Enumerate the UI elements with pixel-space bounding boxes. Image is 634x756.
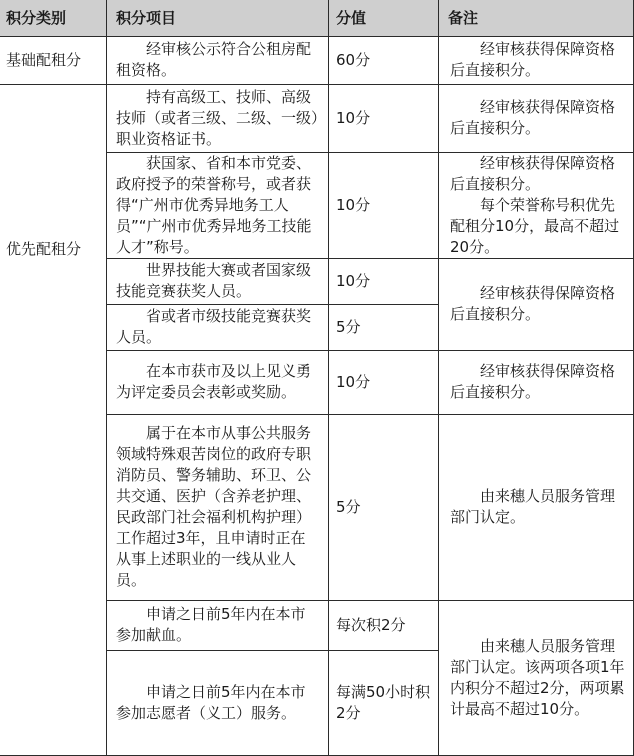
rule [0,84,634,85]
rule [106,650,438,651]
rule [106,304,438,305]
score-cell: 每满50小时积2分 [336,683,431,722]
note-cell: 经审核获得保障资格后直接积分。 [450,98,616,137]
category-priority: 优先配租分 [6,239,82,258]
note-cell: 经审核获得保障资格后直接积分。 每个荣誉称号积优先配租分10分，最高不超过20分。 [450,153,620,256]
header-category: 积分类别 [6,9,67,27]
header-item: 积分项目 [116,9,177,27]
note-cell: 经审核获得保障资格后直接积分。 [450,40,616,79]
table-row: 申请之日前5年内在本市参加献血。 [116,605,306,644]
score-cell: 60分 [336,50,371,69]
rule [106,414,634,415]
header-note: 备注 [448,9,479,27]
score-cell: 5分 [336,497,361,516]
table-row: 持有高级工、技师、高级技师（或者三级、二级、一级）职业资格证书。 [116,87,319,148]
rule [438,0,439,756]
header-score: 分值 [336,9,367,27]
score-cell: 5分 [336,317,361,336]
category-basic: 基础配租分 [6,50,82,69]
rule [106,152,634,153]
note-cell: 由来穗人员服务管理部门认定。该两项各项1年内积分不超过2分，两项累计最高不超过10分。 [450,637,625,718]
score-cell: 10分 [336,108,371,127]
rule [106,258,634,259]
note-cell: 由来穗人员服务管理部门认定。 [450,487,616,526]
score-cell: 每次积2分 [336,615,406,634]
score-cell: 10分 [336,271,371,290]
table-row: 经审核公示符合公租房配租资格。 [116,40,312,79]
table-row: 申请之日前5年内在本市参加志愿者（义工）服务。 [116,683,306,722]
table-row: 世界技能大赛或者国家级技能竞赛获奖人员。 [116,261,312,300]
rule [106,350,634,351]
note-cell: 经审核获得保障资格后直接积分。 [450,362,616,401]
table-row: 获国家、省和本市党委、政府授予的荣誉称号，或者获得“广州市优秀异地务工人员”“广州市优秀异地务工技能人才”称号。 [116,153,312,256]
rule [0,36,634,37]
note-cell: 经审核获得保障资格后直接积分。 [450,284,616,323]
table-row: 省或者市级技能竞赛获奖人员。 [116,307,312,346]
table-row: 在本市获市及以上见义勇为评定委员会表彰或奖励。 [116,362,312,401]
table-row: 属于在本市从事公共服务领域特殊艰苦岗位的政府专职消防员、警务辅助、环卫、公共交通、医护（含养老护理、民政部门社会福利机构护理）工作超过3年，且申请时正在从事上述职业的一线从业人员。 [116,424,312,589]
rule [106,600,634,601]
score-cell: 10分 [336,195,371,214]
rule [328,0,329,756]
score-cell: 10分 [336,372,371,391]
rule [106,0,107,756]
